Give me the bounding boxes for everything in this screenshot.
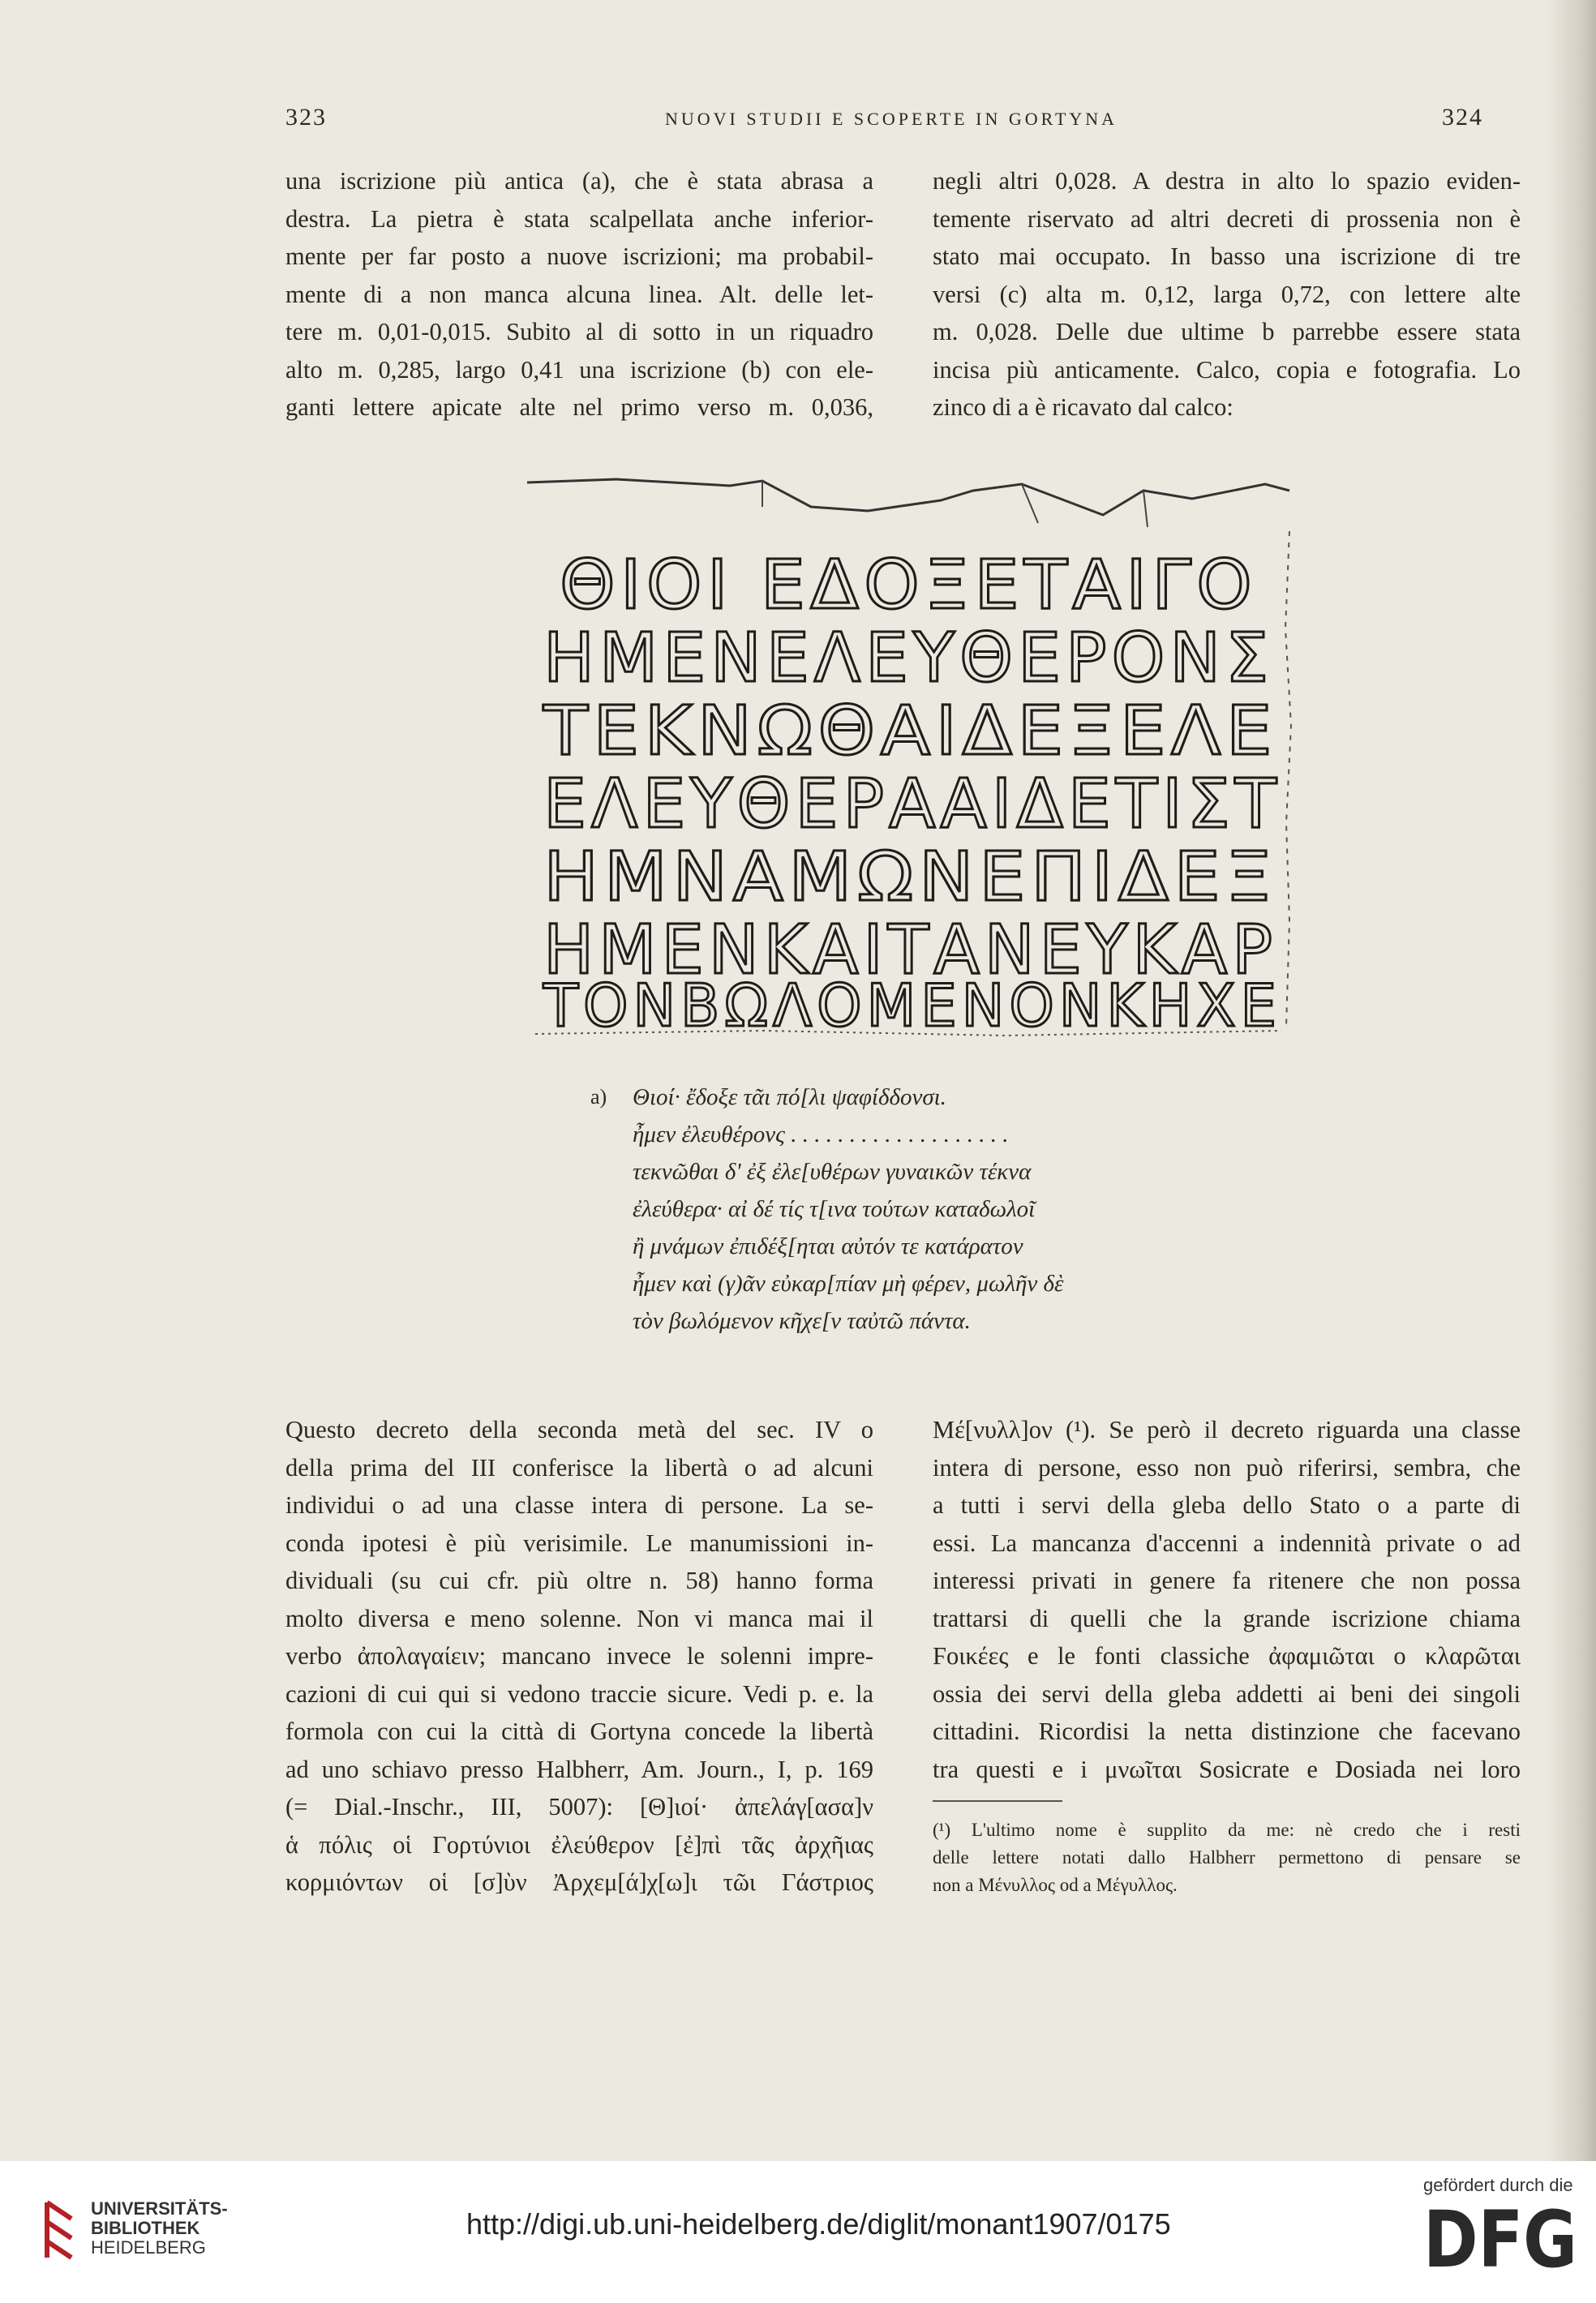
- footnote-line: (¹) L'ultimo nome è supplito da me: nè credo che i resti: [933, 1820, 1521, 1840]
- transcription-label: a): [590, 1085, 607, 1109]
- inscription-line: ΘΙΟΙ ΕΔΟΞΕΤΑΙΓΟ: [560, 545, 1257, 624]
- text-line: a tutti i servi della gleba dello Stato o a parte di: [933, 1491, 1521, 1519]
- text-line: individui o ad una classe intera di persone. La se-: [285, 1491, 873, 1519]
- running-title: NUOVI STUDII E SCOPERTE IN GORTYNA: [665, 109, 1118, 129]
- library-name: [91, 2199, 228, 2258]
- text-line: versi (c) alta m. 0,12, larga 0,72, con lettere alte: [933, 280, 1521, 308]
- text-line: intera di persone, esso non può riferirsi, sembra, che: [933, 1453, 1521, 1482]
- text-line: (= Dial.-Inschr., III, 5007): [Θ]ιοί· ἀπελάγ[ασα]ν: [285, 1793, 873, 1821]
- text-line: temente riservato ad altri decreti di prossenia non è: [933, 204, 1521, 233]
- column-3-text: [285, 1411, 873, 1902]
- footnote-line: non a Μένυλλος od a Μέγυλλος.: [933, 1875, 1178, 1895]
- text-line: conda ipotesi è più verisimile. Le manumissioni in-: [285, 1529, 873, 1557]
- inscription-line: ΗΜΕΝΕΛΕΥΘΕΡΟΝΣ: [543, 618, 1273, 697]
- text-line: ἁ πόλις οἱ Γορτύνιοι ἐλεύθερον [ἐ]πὶ τᾶς ἀρχῆιας: [285, 1830, 873, 1859]
- inscription-line: ΤΕΚΝΩΘΑΙΔΕΞΕΛΕ: [542, 691, 1277, 770]
- inscription-line: ΕΛΕΥΘΕΡΑΑΙΔΕΤΙΣΤ: [543, 764, 1281, 843]
- text-line: molto diversa e meno solenne. Non vi manca mai il: [285, 1604, 873, 1632]
- transcription: [590, 1079, 1064, 1340]
- footnote: [933, 1816, 1521, 1899]
- text-line: cazioni di cui qui si vedono traccie sicure. Vedi p. e. la: [285, 1679, 873, 1708]
- inscription-line: ΗΜΕΝΚΑΙΤΑΝΕΥΚΑΡ: [543, 910, 1277, 989]
- page-number-right: 324: [1442, 104, 1483, 131]
- library-name-line: BIBLIOTHEK: [91, 2218, 200, 2238]
- dfg-logo-icon: [1423, 2194, 1577, 2285]
- footnote-line: delle lettere notati dallo Halbherr permettono di pensare se: [933, 1847, 1521, 1868]
- transcription-line: τεκνῶθαι δ' ἐξ ἐλε[υθέρων γυναικῶν τέκνα: [633, 1159, 1032, 1185]
- inscription-line: ΗΜΝΑΜΩΝΕΠΙΔΕΞ: [543, 837, 1277, 916]
- text-line: cittadini. Ricordisi la netta distinzione che facevano: [933, 1718, 1521, 1745]
- text-line: Questo decreto della seconda metà del sec. IV o: [285, 1416, 873, 1443]
- column-4-text: [933, 1411, 1521, 1788]
- text-line: Μέ[νυλλ]ον (¹). Se però il decreto riguarda una classe: [933, 1416, 1521, 1443]
- transcription-line: τὸν βωλόμενον κῆχε[ν ταὐτῶ πάντα.: [633, 1308, 971, 1334]
- page-number-left: 323: [285, 104, 327, 131]
- text-line: alto m. 0,285, largo 0,41 una iscrizione (b) con ele-: [285, 355, 873, 384]
- text-line: ad uno schiavo presso Halbherr, Am. Journ., I, p. 169: [285, 1755, 873, 1783]
- permalink-url[interactable]: http://digi.ub.uni-heidelberg.de/diglit/monant1907/0175: [466, 2207, 1171, 2241]
- text-line: ganti lettere apicate alte nel primo verso m. 0,036,: [285, 393, 873, 421]
- text-line: dividuali (su cui cfr. più oltre n. 58) hanno forma: [285, 1567, 873, 1594]
- text-line: m. 0,028. Delle due ultime b parrebbe essere stata: [933, 318, 1521, 345]
- transcription-line: ἐλεύθερα· αἰ δέ τίς τ[ινα τούτων καταδωλοῖ: [633, 1196, 1036, 1222]
- text-line: tra questi e i μνωῖται Sosicrate e Dosiada nei loro: [933, 1755, 1521, 1783]
- footnote-rule: [933, 1800, 1062, 1802]
- text-line: destra. La pietra è stata scalpellata anche inferior-: [285, 204, 873, 233]
- text-line: della prima del III conferisce la libertà o ad alcuni: [285, 1453, 873, 1482]
- text-line: ossia dei servi della gleba addetti ai beni dei singoli: [933, 1679, 1521, 1708]
- page-edge-shadow: [1547, 0, 1596, 2161]
- funding-caption: gefördert durch die: [1423, 2175, 1573, 2195]
- text-line: interessi privati in genere fa ritenere che non possa: [933, 1567, 1521, 1594]
- text-line: mente per far posto a nuove iscrizioni; ma probabil-: [285, 242, 873, 270]
- library-name-line: UNIVERSITÄTS-: [91, 2198, 228, 2219]
- transcription-line: ἦμεν καὶ (γ)ᾶν εὐκαρ[πίαν μὴ φέρεν, μωλῆν δὲ: [633, 1271, 1064, 1297]
- text-line: tere m. 0,01-0,015. Subito al di sotto in un riquadro: [285, 318, 873, 345]
- text-line: incisa più anticamente. Calco, copia e fotografia. Lo: [933, 355, 1521, 384]
- library-name-line: HEIDELBERG: [91, 2237, 206, 2258]
- column-2-text: [933, 162, 1521, 427]
- text-line: Ϝοικέες e le fonti classiche ἀφαμιῶται o κλαρῶται: [933, 1642, 1521, 1670]
- text-line: zinco di a è ricavato dal calco:: [933, 393, 1233, 421]
- text-line: verbo ἀπολαγαίειν; mancano invece le solenni impre-: [285, 1642, 873, 1670]
- inscription-drawing: [519, 466, 1298, 1050]
- text-line: formola con cui la città di Gortyna concede la libertà: [285, 1718, 873, 1745]
- text-line: una iscrizione più antica (a), che è stata abrasa a: [285, 167, 873, 195]
- university-library-logo-icon: [41, 2198, 81, 2262]
- transcription-line: Θιοί· ἔδοξε τᾶι πό[λι ψαφίδδονσι.: [633, 1084, 946, 1110]
- text-line: negli altri 0,028. A destra in alto lo spazio eviden-: [933, 167, 1521, 195]
- text-line: κορμιόντων οἱ [σ]ὺν Ἀρχεμ[ά]χ[ω]ι τῶι Γάστριος: [285, 1868, 873, 1896]
- text-line: essi. La mancanza d'accenni a indennità private o ad: [933, 1529, 1521, 1557]
- column-1-text: [285, 162, 873, 427]
- text-line: stato mai occupato. In basso una iscrizione di tre: [933, 242, 1521, 270]
- transcription-line: ἦμεν ἐλευθέρονς . . . . . . . . . . . . . . . . . . .: [633, 1121, 1009, 1147]
- text-line: trattarsi di quelli che la grande iscrizione chiama: [933, 1604, 1521, 1632]
- transcription-line: ἢ μνάμων ἐπιδέξ[ηται αὐτόν τε κατάρατον: [633, 1233, 1023, 1259]
- text-line: mente di a non manca alcuna linea. Alt. delle let-: [285, 280, 873, 308]
- dfg-logo-text: DFG: [1423, 2194, 1577, 2285]
- inscription-line: ΤΟΝΒΩΛΟΜΕΝΟΝΚΗΧΕ: [543, 971, 1281, 1040]
